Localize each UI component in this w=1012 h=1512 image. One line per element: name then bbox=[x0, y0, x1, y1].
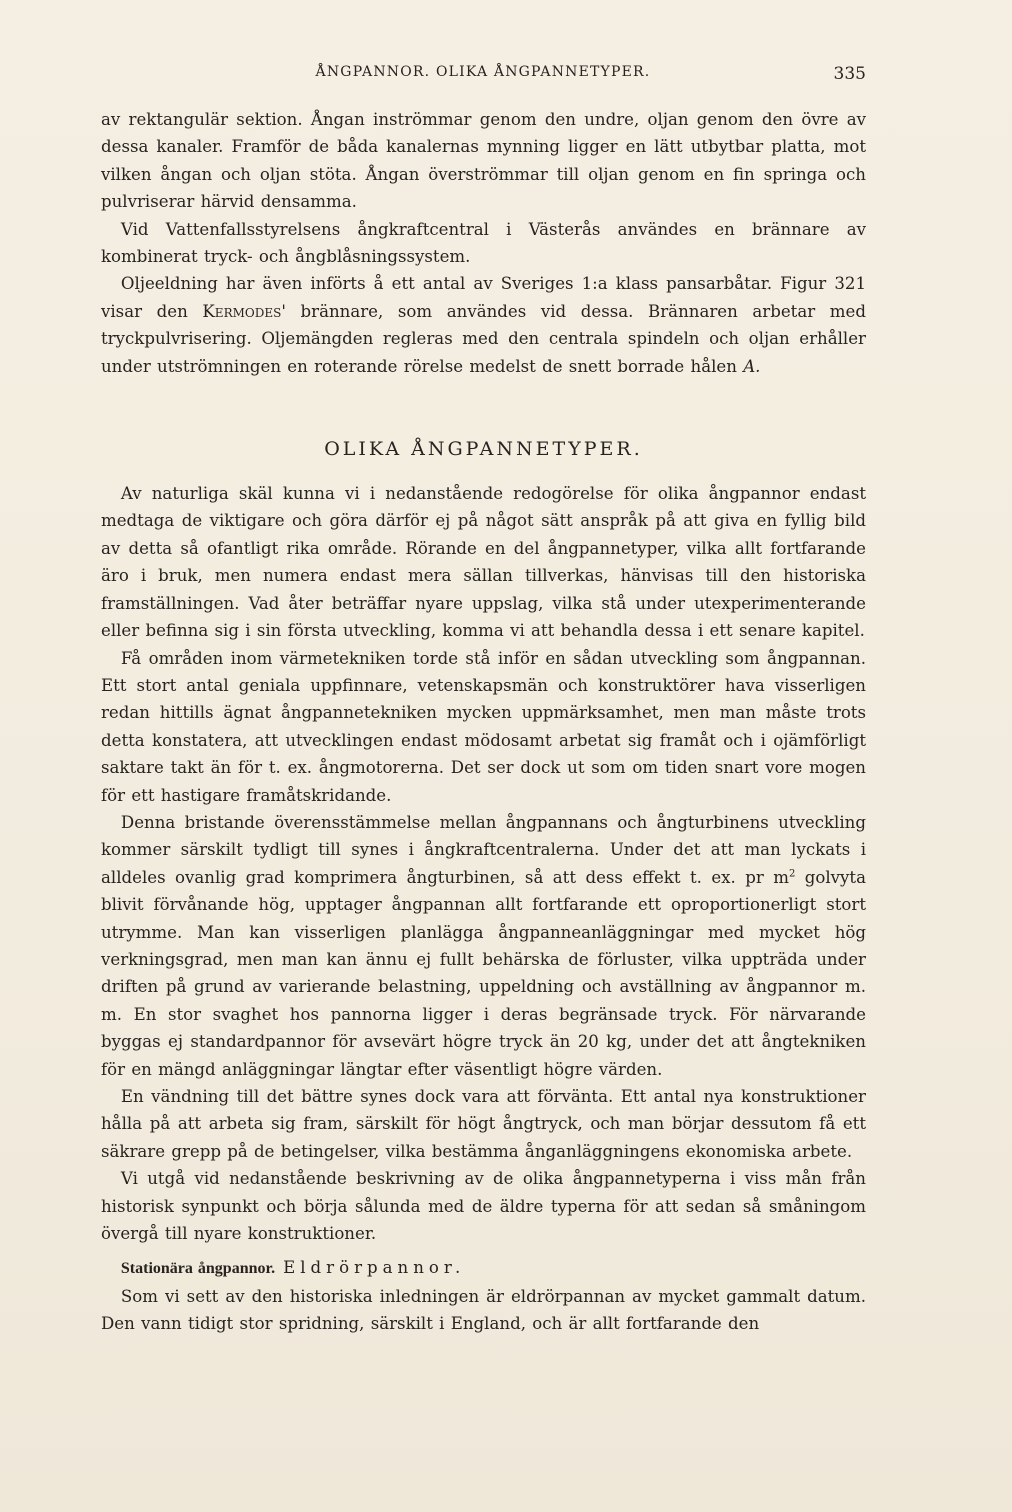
paragraph-continuation: av rektangulär sektion. Ångan inströmmar genom den undre, oljan genom den övre av dessa kanaler. Framför de båda kanalernas mynning ligger en lätt utbytbar platta, mot vilken ångan och oljan stöta. Ångan överströmmar till oljan genom en fin springa och pulvriserar härvid densamma. bbox=[101, 110, 866, 212]
page-number: 335 bbox=[833, 64, 866, 84]
superscript-two: 2 bbox=[788, 868, 796, 880]
paragraph-turbine-part2: golvyta blivit förvånande hög, upptager ångpannan allt fortfarande ett oproportionerligt stort utrymme. Man kan visserligen planlägga ångpanneanläggningar med mycket hög verkningsgrad, men man kan ännu ej fullt behärska de förluster, vilka uppträda under driften på grund av varierande belastning, uppeldning och avställning av ångpannor m. m. En stor svaghet hos pannorna ligger i deras begränsade tryck. För närvarande byggas ej standardpannor för avsevärt högre tryck än 20 kg, under det att ångtekniken för en mängd anläggningar längtar efter väsentligt högre värden. bbox=[101, 867, 866, 1079]
paragraph-intro: Av naturliga skäl kunna vi i nedanstående redogörelse för olika ångpannor endast medtaga de viktigare och göra därför ej på något sätt anspråk på att giva en fyllig bild av detta så ofantligt rika område. Rörande en del ångpannetyper, vilka allt fortfarande äro i bruk, men numera endast mera sällan tillverkas, hänvisas till den historiska framställningen. Vad åter beträffar nyare uppslag, vilka stå under utexperimenterande eller befinna sig i sin första utveckling, komma vi att behandla dessa i ett senare kapitel. bbox=[101, 484, 866, 641]
kermodes-name: Kermodes' bbox=[202, 301, 286, 321]
paragraph-vasteras: Vid Vattenfallsstyrelsens ångkraftcentral i Västerås användes en brännare av kombinerat tryck- och ångblåsningssystem. bbox=[101, 219, 866, 267]
paragraph-kermodes bbox=[101, 270, 866, 380]
body-text bbox=[101, 106, 866, 1338]
paragraph-development: Få områden inom värmetekniken torde stå inför en sådan utveckling som ångpannan. Ett stort antal geniala uppfinnare, vetenskapsmän och konstruktörer hava visserligen redan hittills ägnat ångpannetekniken mycken uppmärksamhet, men man måste trots detta konstatera, att utvecklingen endast mödosamt arbetat sig framåt och i ojämförligt saktare takt än för t. ex. ångmotorerna. Det ser dock ut som om tiden snart vore mogen för ett hastigare framåtskridande. bbox=[101, 648, 866, 805]
paragraph-turbine bbox=[101, 809, 866, 1083]
subsection-spaced: Eldrörpannor. bbox=[283, 1258, 466, 1278]
paragraph-outlook: En vändning till det bättre synes dock vara att förvänta. Ett antal nya konstruktioner hålla på att arbeta sig fram, särskilt för högt ångtryck, och man börjar dessutom få ett säkrare grepp på de betingelser, vilka bestämma ånganläggningens ekonomiska arbete. bbox=[101, 1087, 866, 1161]
paragraph-method: Vi utgå vid nedanstående beskrivning av de olika ångpannetyperna i viss mån från historisk synpunkt och börja sålunda med de äldre typerna för att sedan så småningom övergå till nyare konstruktioner. bbox=[101, 1169, 866, 1244]
section-title: OLIKA ÅNGPANNETYPER. bbox=[324, 438, 643, 461]
running-header bbox=[100, 64, 866, 86]
subsection-heading bbox=[101, 1254, 866, 1282]
paragraph-turbine-part1: Denna bristande överensstämmelse mellan ångpannans och ångturbinens utveckling kommer särskilt tydligt till synes i ångkraftcentralerna. Under det att man lyckats i alldeles ovanlig grad komprimera ångturbinen, så att dess effekt t. ex. pr m bbox=[101, 812, 866, 887]
subsection-bold: Stationära ångpannor. bbox=[120, 1260, 276, 1278]
figure-letter: A. bbox=[743, 356, 761, 376]
paragraph-fire-tube: Som vi sett av den historiska inledningen är eldrörpannan av mycket gammalt datum. Den vann tidigt stor spridning, särskilt i England, och är allt fortfarande den bbox=[101, 1286, 866, 1334]
running-title: ÅNGPANNOR. OLIKA ÅNGPANNETYPER. bbox=[315, 64, 651, 80]
paragraph-kermodes-part1: Oljeeldning har även införts å ett antal av Sveriges 1:a klass pansarbåtar. Figur 321 visar den bbox=[101, 274, 866, 321]
paragraph-kermodes-part2: brännare, som användes vid dessa. Brännaren arbetar med tryckpulvrisering. Oljemängden regleras med den centrala spindeln och oljan erhåller under utströmningen en roterande rörelse medelst de snett borrade hålen bbox=[101, 301, 866, 376]
